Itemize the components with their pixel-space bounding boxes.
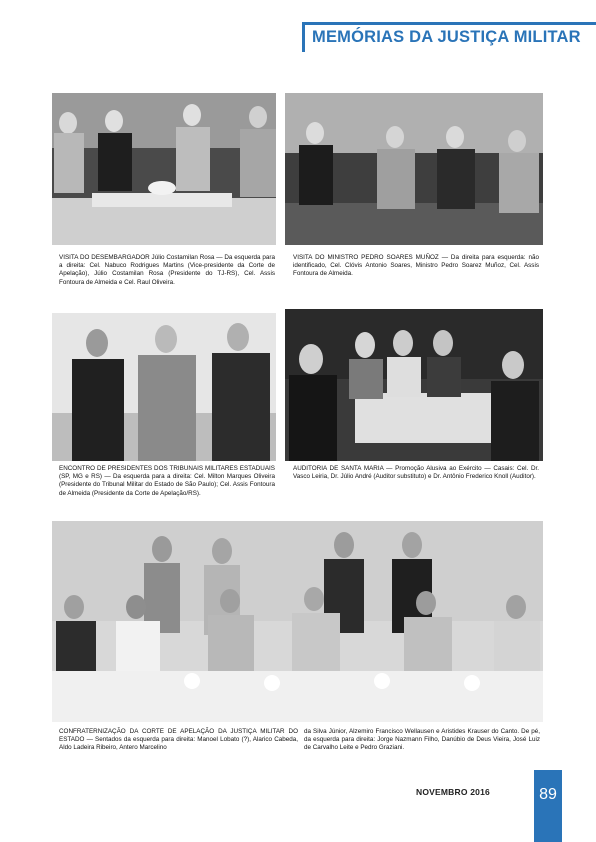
- photo-auditoria-santa-maria: [285, 309, 543, 461]
- photo-encontro-presidentes: [52, 313, 276, 461]
- section-title: MEMÓRIAS DA JUSTIÇA MILITAR: [312, 28, 581, 46]
- photo-visita-ministro: [285, 93, 543, 245]
- header-rule-left: [302, 22, 305, 52]
- page-number: 89: [539, 786, 557, 803]
- caption-photo-5-left: CONFRATERNIZAÇÃO DA CORTE DE APELAÇÃO DA JUSTIÇA MILITAR DO ESTADO — Sentados da esquerda para direita: Manoel Lobato (?), Alarico Cabeda, Aldo Ladeira Ribeiro, Antero Marcelino: [59, 728, 298, 752]
- header-rule-top: [302, 22, 596, 25]
- caption-photo-2: VISITA DO MINISTRO PEDRO SOARES MUÑOZ — Da direita para esquerda: não identificado, Cel. Clóvis Antonio Soares, Ministro Pedro Soarez Muñoz, Cel. Assis Fontoura de Almeida.: [293, 254, 539, 278]
- caption-photo-4: AUDITORIA DE SANTA MARIA — Promoção Alusiva ao Exército — Casais: Cel. Dr. Vasco Leiria, Dr. Júlio André (Auditor substituto) e Dr. Antônio Frederico Knoll (Auditor).: [293, 465, 539, 481]
- photo-confraternizacao: [52, 521, 543, 722]
- issue-date: NOVEMBRO 2016: [416, 787, 490, 797]
- page-number-tab: [534, 770, 562, 842]
- caption-photo-5-right: da Silva Júnior, Alzemiro Francisco Wellausen e Aristides Krauser do Canto. De pé, da esquerda para direita: Jorge Nazmann Filho, Danúbio de Deus Vieira, José Luiz de Carvalho Leite e Pedro Graziani.: [304, 728, 540, 752]
- section-header: [302, 22, 596, 52]
- photo-visita-desembargador: [52, 93, 276, 245]
- caption-photo-1: VISITA DO DESEMBARGADOR Júlio Costamilan Rosa — Da esquerda para a direita: Cel. Nabuco Rodrigues Martins (Vice-presidente da Corte de Apelação), Júlio Costamilan Rosa (Presidente do TJ-RS), Cel. Assis Fontoura de Almeida e Cel. Raul Oliveira.: [59, 254, 275, 286]
- caption-photo-3: ENCONTRO DE PRESIDENTES DOS TRIBUNAIS MILITARES ESTADUAIS (SP, MG e RS) — Da esquerda para a direita: Cel. Milton Marques Oliveira (Presidente do Tribunal Militar do Estado de São Paulo); Cel. Assis Fontoura de Almeida (Presidente da Corte de Apelação/RS).: [59, 465, 275, 497]
